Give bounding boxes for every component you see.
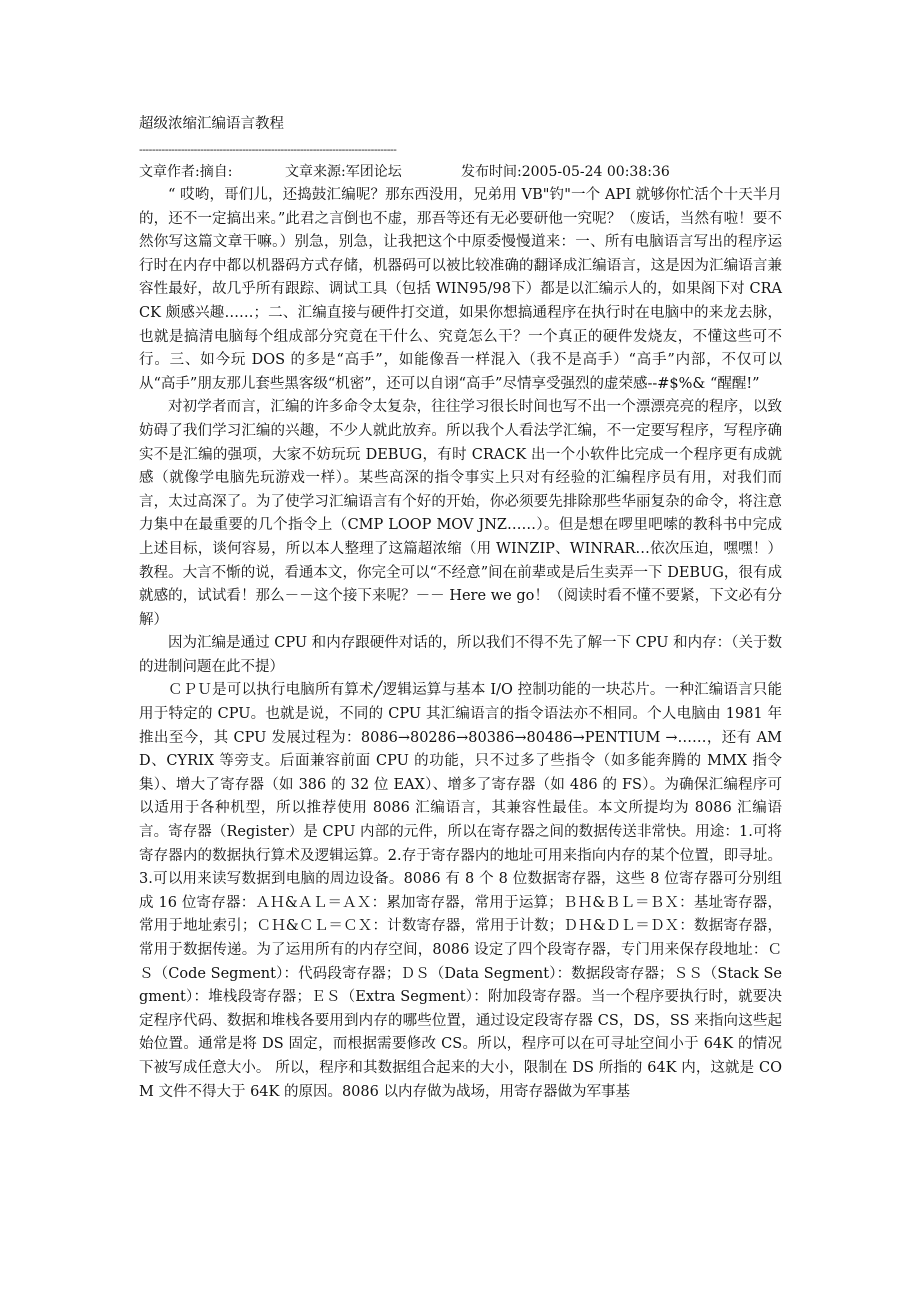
article-meta bbox=[139, 160, 782, 184]
paragraph-intro: “ 哎哟，哥们儿，还捣鼓汇编呢？那东西没用，兄弟用 VB"钓"一个 API 就够你忙活个十天半月的，还不一定搞出来。”此君之言倒也不虚，那吾等还有无必要研他一究呢？（废话，当然有啦！要不然你写这篇文章干嘛。）别急，别急，让我把这个中原委慢慢道来：一、所有电脑语言写出的程序运行时在内存中都以机器码方式存储，机器码可以被比较准确的翻译成汇编语言，这是因为汇编语言兼容性最好，故几乎所有跟踪、调试工具（包括 WIN95/98下）都是以汇编示人的，如果阁下对 CRACK 颇感兴趣……；二、汇编直接与硬件打交道，如果你想搞通程序在执行时在电脑中的来龙去脉，也就是搞清电脑每个组成部分究竟在干什么、究竟怎么干？一个真正的硬件发烧友，不懂这些可不行。三、如今玩 DOS 的多是“高手”，如能像吾一样混入（我不是高手）“高手”内部，不仅可以从“高手”朋友那儿套些黑客级“机密”，还可以自诩“高手”尽情享受强烈的虚荣感--#$%& “醒醒!” bbox=[139, 187, 783, 392]
paragraph-cpu-memory: 因为汇编是通过 CPU 和内存跟硬件对话的，所以我们不得不先了解一下 CPU 和内存：（关于数的进制问题在此不提） bbox=[139, 635, 782, 675]
divider-line: -------------------------------------------------------------------------------- bbox=[139, 143, 397, 156]
article bbox=[139, 112, 782, 1104]
meta-author: 文章作者:摘自: bbox=[139, 164, 233, 180]
paragraph-beginners: 对初学者而言，汇编的许多命令太复杂，往往学习很长时间也写不出一个漂漂亮亮的程序，以致妨碍了我们学习汇编的兴趣，不少人就此放弃。所以我个人看法学汇编，不一定要写程序，写程序确实不是汇编的强项，大家不妨玩玩 DEBUG，有时 CRACK 出一个小软件比完成一个程序更有成就感（就像学电脑先玩游戏一样）。某些高深的指令事实上只对有经验的汇编程序员有用，对我们而言，太过高深了。为了使学习汇编语言有个好的开始，你必须要先排除那些华丽复杂的命令，将注意力集中在最重要的几个指令上（CMP LOOP MOV JNZ……）。但是想在啰里吧嗦的教科书中完成上述目标，谈何容易，所以本人整理了这篇超浓缩（用 WINZIP、WINRAR…依次压迫，嘿嘿！）教程。大言不惭的说，看通本文，你完全可以“不经意”间在前辈或是后生卖弄一下 DEBUG，很有成就感的，试试看！那么－－这个接下来呢？－－ Here we go！（阅读时看不懂不要紧，下文必有分解） bbox=[139, 399, 782, 628]
paragraph-cpu-registers: ＣＰＵ是可以执行电脑所有算术╱逻辑运算与基本 I/O 控制功能的一块芯片。一种汇编语言只能用于特定的 CPU。也就是说，不同的 CPU 其汇编语言的指令语法亦不相同。个人电脑由 1981 年推出至今，其 CPU 发展过程为：8086→80286→80386→80486→PENTIUM →……，还有 AMD、CYRIX 等旁支。后面兼容前面 CPU 的功能，只不过多了些指令（如多能奔腾的 MMX 指令集）、增大了寄存器（如 386 的 32 位 EAX）、增多了寄存器（如 486 的 FS）。为确保汇编程序可以适用于各种机型，所以推荐使用 8086 汇编语言，其兼容性最佳。本文所提均为 8086 汇编语言。寄存器（Register）是 CPU 内部的元件，所以在寄存器之间的数据传送非常快。用途：1.可将寄存器内的数据执行算术及逻辑运算。2.存于寄存器内的地址可用来指向内存的某个位置，即寻址。3.可以用来读写数据到电脑的周边设备。8086 有 8 个 8 位数据寄存器，这些 8 位寄存器可分别组成 16 位寄存器：ＡＨ&ＡＬ＝ＡＸ：累加寄存器，常用于运算；ＢＨ&ＢＬ＝ＢＸ：基址寄存器，常用于地址索引；ＣＨ&ＣＬ＝ＣＸ：计数寄存器，常用于计数；ＤＨ&ＤＬ＝ＤＸ：数据寄存器，常用于数据传递。为了运用所有的内存空间，8086 设定了四个段寄存器，专门用来保存段地址：ＣＳ（Code Segment）：代码段寄存器；ＤＳ（Data Segment）：数据段寄存器；ＳＳ（Stack Segment）：堆栈段寄存器；ＥＳ（Extra Segment）：附加段寄存器。当一个程序要执行时，就要决定程序代码、数据和堆栈各要用到内存的哪些位置，通过设定段寄存器 CS，DS，SS 来指向这些起始位置。通常是将 DS 固定，而根据需要修改 CS。所以，程序可以在可寻址空间小于 64K 的情况下被写成任意大小。 所以，程序和其数据组合起来的大小，限制在 DS 所指的 64K 内，这就是 COM 文件不得大于 64K 的原因。8086 以内存做为战场，用寄存器做为军事基 bbox=[139, 682, 782, 1100]
meta-published: 发布时间:2005-05-24 00:38:36 bbox=[461, 164, 670, 180]
meta-source: 文章来源:军团论坛 bbox=[285, 164, 402, 180]
article-title: 超级浓缩汇编语言教程 bbox=[139, 116, 284, 132]
